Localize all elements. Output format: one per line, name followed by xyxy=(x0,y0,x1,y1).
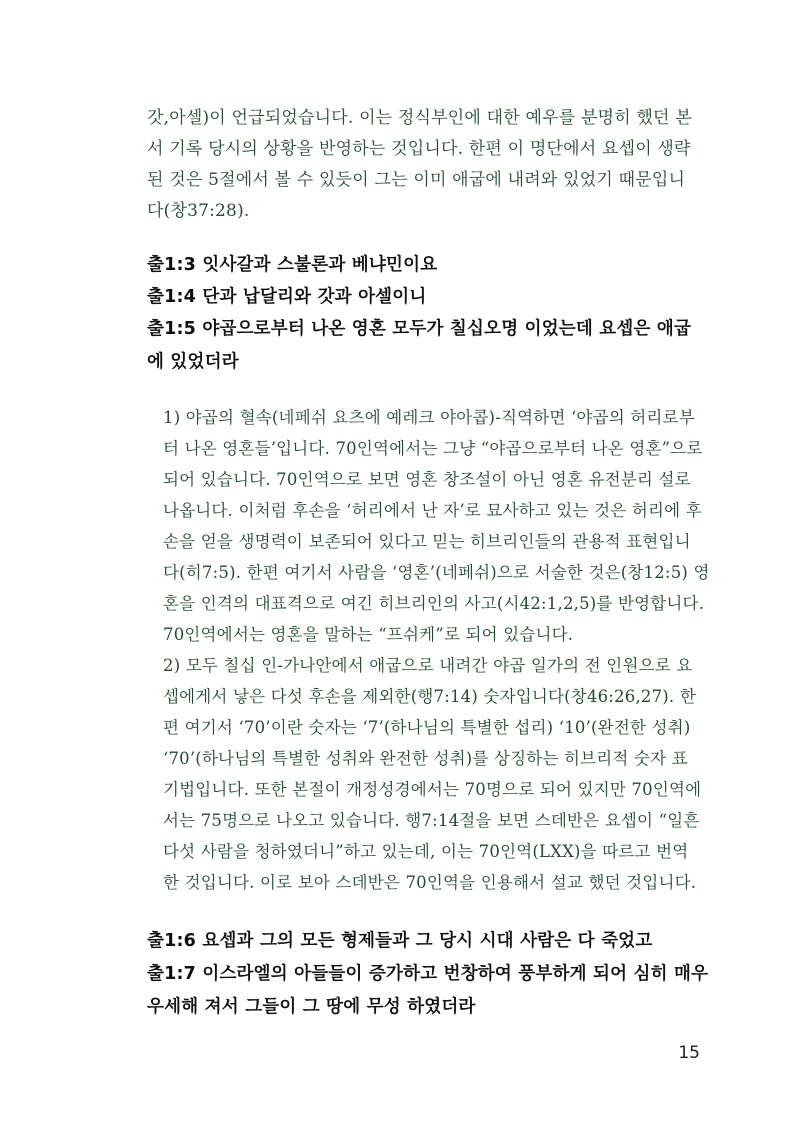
verse-1-3: 출1:3 잇사갈과 스불론과 베냐민이요 xyxy=(147,255,438,275)
note-line-4: 나옵니다. 이처럼 후손을 ‘허리에서 난 자’로 묘사하고 있는 것은 허리에 후 xyxy=(163,501,702,520)
note-line-8: 70인역에서는 영혼을 말하는 “프쉬케”로 되어 있습니다. xyxy=(163,625,574,644)
note-line-3: 되어 있습니다. 70인역으로 보면 영혼 창조설이 아닌 영혼 유전분리 설로 xyxy=(163,470,691,489)
page-number: 15 xyxy=(678,1043,700,1063)
verse-1-4: 출1:4 단과 납달리와 갓과 아셀이니 xyxy=(147,287,427,307)
note-line-2: 터 나온 영혼들’입니다. 70인역에서는 그냥 “야곱으로부터 나온 영혼”으로 xyxy=(163,439,703,458)
note-line-7: 혼을 인격의 대표격으로 여긴 히브리인의 사고(시42:1,2,5)를 반영합니다. xyxy=(163,594,705,613)
note-line-5: 손을 얻을 생명력이 보존되어 있다고 믿는 히브리인들의 관용적 표현입니 xyxy=(163,532,691,551)
note-line-14: 서는 75명으로 나오고 있습니다. 행7:14절을 보면 스데반은 요셉이 “일흔 xyxy=(163,811,700,830)
verse-1-5-continued: 에 있었더라 xyxy=(147,352,239,372)
note-line-9: 2) 모두 칠십 인-가나안에서 애굽으로 내려간 야곱 일가의 전 인원으로 요 xyxy=(163,656,693,675)
note-line-13: 기법입니다. 또한 본절이 개정성경에서는 70명으로 되어 있지만 70인역에 xyxy=(163,780,702,799)
note-line-1: 1) 야곱의 혈속(네페쉬 요츠에 예레크 야아콥)-직역하면 ‘야곱의 허리로부 xyxy=(163,408,695,427)
intro-line-2: 서 기록 당시의 상황을 반영하는 것입니다. 한편 이 명단에서 요셉이 생략 xyxy=(147,139,691,159)
verse-1-7: 출1:7 이스라엘의 아들들이 증가하고 번창하여 풍부하게 되어 심히 매우 xyxy=(147,964,709,984)
verse-1-5: 출1:5 야곱으로부터 나온 영혼 모두가 칠십오명 이었는데 요셉은 애굽 xyxy=(147,319,692,339)
note-line-15: 다섯 사람을 청하였더니”하고 있는데, 이는 70인역(LXX)을 따르고 번역 xyxy=(163,842,689,861)
note-line-10: 셉에게서 낳은 다섯 후손을 제외한(행7:14) 숫자입니다(창46:26,27). 한 xyxy=(163,687,696,706)
intro-line-1: 갓,아셀)이 언급되었습니다. 이는 정식부인에 대한 예우를 분명히 했던 본 xyxy=(147,108,692,128)
verse-1-6: 출1:6 요셉과 그의 모든 형제들과 그 당시 시대 사람은 다 죽었고 xyxy=(147,931,653,951)
note-line-16: 한 것입니다. 이로 보아 스데반은 70인역을 인용해서 설교 했던 것입니다. xyxy=(163,873,697,892)
note-line-11: 편 여기서 ‘70’이란 숫자는 ‘7’(하나님의 특별한 섭리) ‘10’(완전한 성취) xyxy=(163,718,691,737)
intro-line-3: 된 것은 5절에서 볼 수 있듯이 그는 이미 애굽에 내려와 있었기 때문입니 xyxy=(147,170,686,190)
verse-1-7-continued: 우세해 져서 그들이 그 땅에 무성 하였더라 xyxy=(147,997,476,1017)
intro-line-4: 다(창37:28). xyxy=(147,201,250,221)
note-line-6: 다(히7:5). 한편 여기서 사람을 ‘영혼’(네페쉬)으로 서술한 것은(창12:5) 영 xyxy=(163,563,710,582)
note-line-12: ‘70’(하나님의 특별한 성취와 완전한 성취)를 상징하는 히브리적 숫자 표 xyxy=(163,749,688,768)
